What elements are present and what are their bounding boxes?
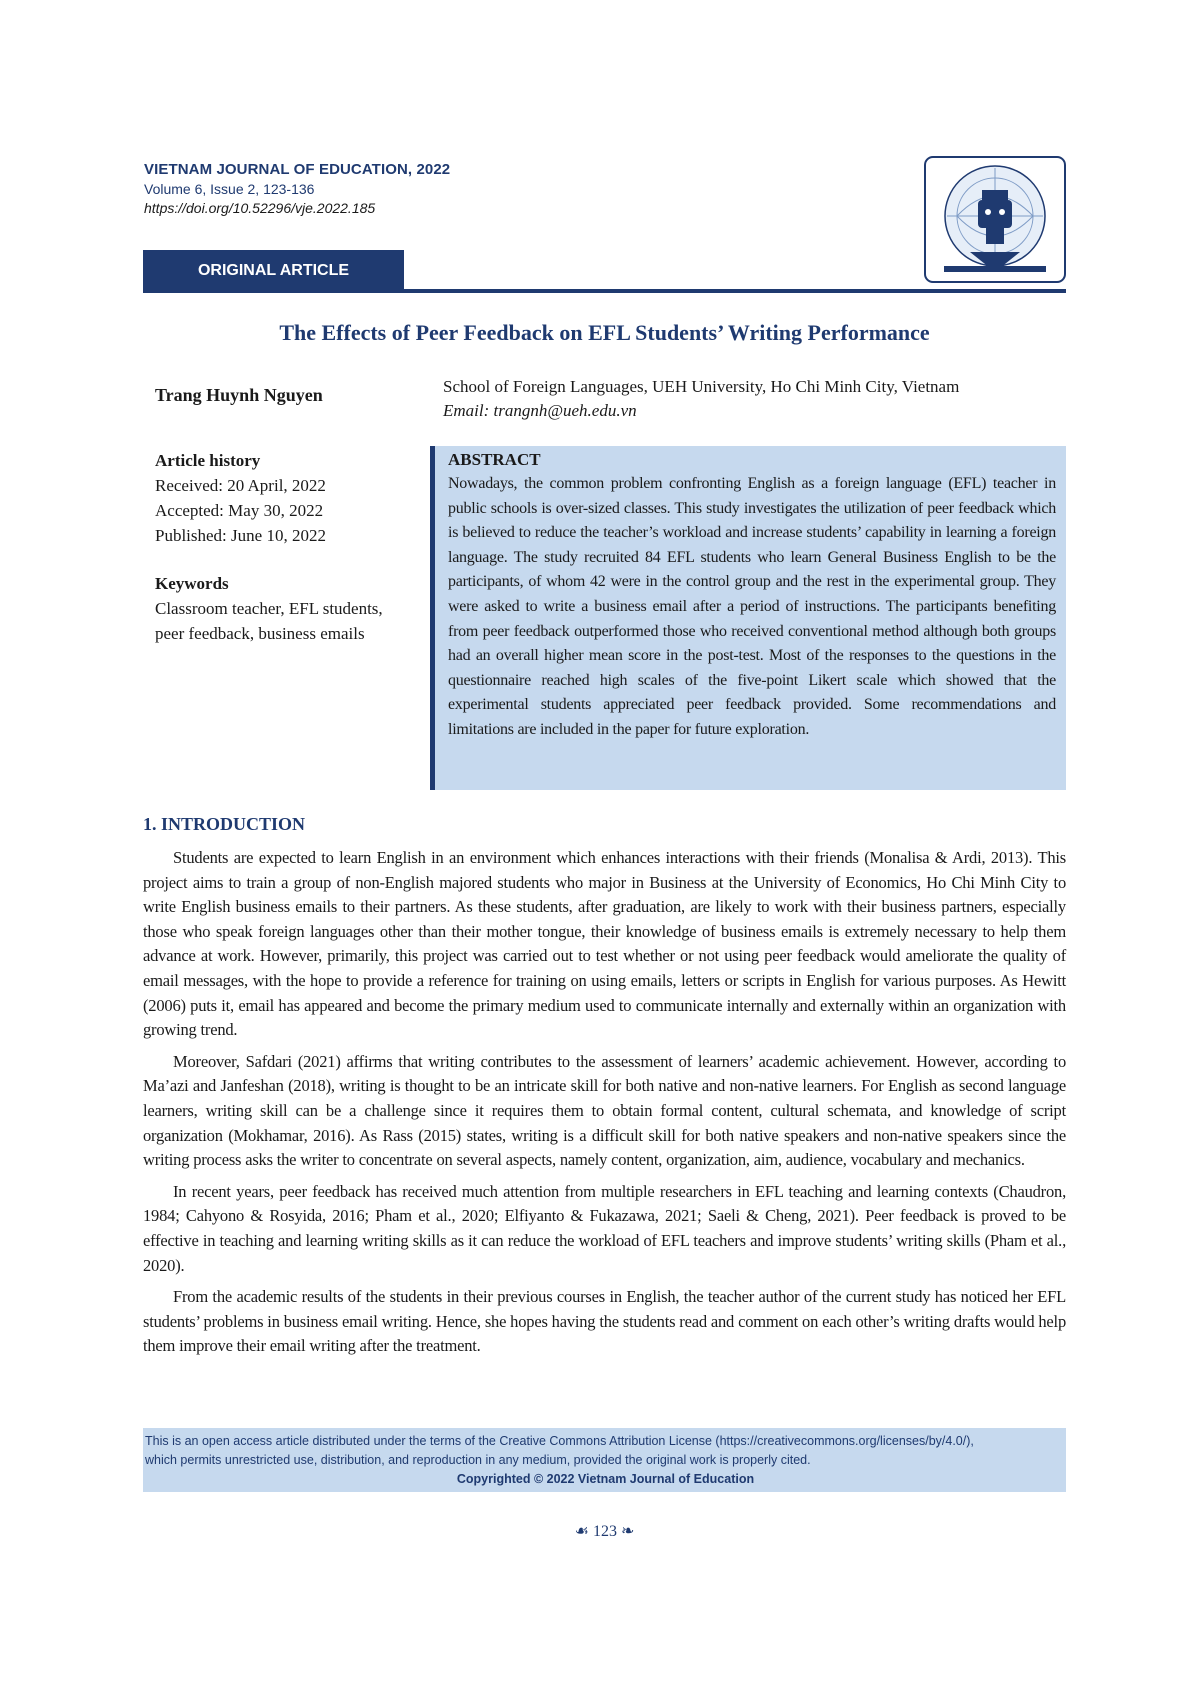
header-divider: [143, 289, 1066, 293]
journal-seal-logo: [924, 156, 1066, 283]
journal-header: [144, 161, 450, 216]
doi-link[interactable]: https://doi.org/10.52296/vje.2022.185: [144, 200, 376, 216]
license-line-1: This is an open access article distributed under the terms of the Creative Commons Attribution License (https://creativecommons.org/licenses/by/4.0/),: [145, 1434, 974, 1448]
abstract-heading: ABSTRACT: [448, 450, 541, 469]
license-line-2: which permits unrestricted use, distribution, and reproduction in any medium, provided the original work is properly cited.: [145, 1453, 811, 1467]
author-affiliation: [443, 375, 959, 423]
introduction-body: [143, 846, 1066, 1366]
abstract-box: [430, 446, 1066, 790]
keywords-section: [155, 571, 385, 646]
paragraph: Moreover, Safdari (2021) affirms that writing contributes to the assessment of learners’ academic achievement. However, according to Ma’azi and Janfeshan (2018), writing is thought to be an intricate skill for both native and non-native learners. For English as second language learners, writing skill can be a challenge since it requires them to obtain formal content, cultural schemata, and knowledge of script organization (Mokhamar, 2016). As Rass (2015) states, writing is a difficult skill for both native speakers and non-native speakers since the writing process asks the writer to concentrate on several aspects, namely content, organization, aim, audience, vocabulary and mechanics.: [143, 1051, 1066, 1170]
keywords-heading: Keywords: [155, 574, 229, 593]
page-number: ☙ 123 ❧: [574, 1523, 635, 1540]
author-email[interactable]: Email: trangnh@ueh.edu.vn: [443, 401, 637, 420]
history-heading: Article history: [155, 451, 261, 470]
paragraph: From the academic results of the students in their previous courses in English, the teacher author of the current study has noticed her EFL students’ problems in business email writing. Hence, she hopes having the students read and comment on each other’s writing drafts would help them improve their email writing after the treatment.: [143, 1287, 1066, 1356]
license-notice: [143, 1428, 1066, 1492]
introduction-heading: 1. INTRODUCTION: [143, 814, 306, 834]
article-type-label: ORIGINAL ARTICLE: [197, 261, 350, 279]
published-date: Published: June 10, 2022: [155, 526, 326, 545]
keywords-list: Classroom teacher, EFL students, peer feedback, business emails: [155, 599, 383, 643]
accepted-date: Accepted: May 30, 2022: [155, 501, 324, 520]
paper-title: The Effects of Peer Feedback on EFL Students’ Writing Performance: [279, 320, 930, 345]
author-name: Trang Huynh Nguyen: [155, 385, 323, 405]
journal-title: VIETNAM JOURNAL OF EDUCATION, 2022: [144, 161, 451, 178]
article-history: [155, 448, 326, 548]
received-date: Received: 20 April, 2022: [155, 476, 326, 495]
copyright-notice: Copyrighted © 2022 Vietnam Journal of Education: [456, 1472, 755, 1486]
article-type-banner: [143, 250, 404, 291]
paragraph: Students are expected to learn English in an environment which enhances interactions with their friends (Monalisa & Ardi, 2013). This project aims to train a group of non-English majored students who major in Business at the University of Economics, Ho Chi Minh City to write English business emails to their partners. As these students, after graduation, are likely to work with their business partners, especially those who speak foreign languages other than their mother tongue, their knowledge of business emails is extremely necessary to help them advance at work. However, primarily, this project was carried out to test whether or not using peer feedback would ameliorate the quality of email messages, with the hope to provide a reference for training on using emails, letters or scripts in English for various purposes. As Hewitt (2006) puts it, email has appeared and become the primary medium used to communicate internally and externally within an organization with growing trend.: [143, 848, 1066, 1040]
paragraph: In recent years, peer feedback has received much attention from multiple researchers in EFL teaching and learning contexts (Chaudron, 1984; Cahyono & Rosyida, 2016; Pham et al., 2020; Elfiyanto & Fukazawa, 2021; Saeli & Cheng, 2021). Peer feedback is proved to be effective in teaching and learning writing skills as it can reduce the workload of EFL teachers and improve students’ writing skills (Pham et al., 2020).: [143, 1181, 1066, 1275]
journal-volume: Volume 6, Issue 2, 123-136: [144, 181, 315, 197]
abstract-text: Nowadays, the common problem confronting English as a foreign language (EFL) teacher in public schools is over-sized classes. This study investigates the utilization of peer feedback which is believed to reduce the teacher’s workload and increase students’ capability in learning a foreign language. The study recruited 84 EFL students who learn General Business English to be the participants, of whom 42 were in the control group and the rest in the experimental group. They were asked to write a business email after a period of instructions. The participants benefiting from peer feedback outperformed those who received conventional method although both groups had an overall higher mean score in the post-test. Most of the responses to the questions in the questionnaire reached high scales of the five-point Likert scale which showed that the experimental students appreciated peer feedback provided. Some recommendations and limitations are included in the paper for future exploration.: [448, 475, 1056, 738]
affiliation-text: School of Foreign Languages, UEH University, Ho Chi Minh City, Vietnam: [443, 377, 960, 396]
